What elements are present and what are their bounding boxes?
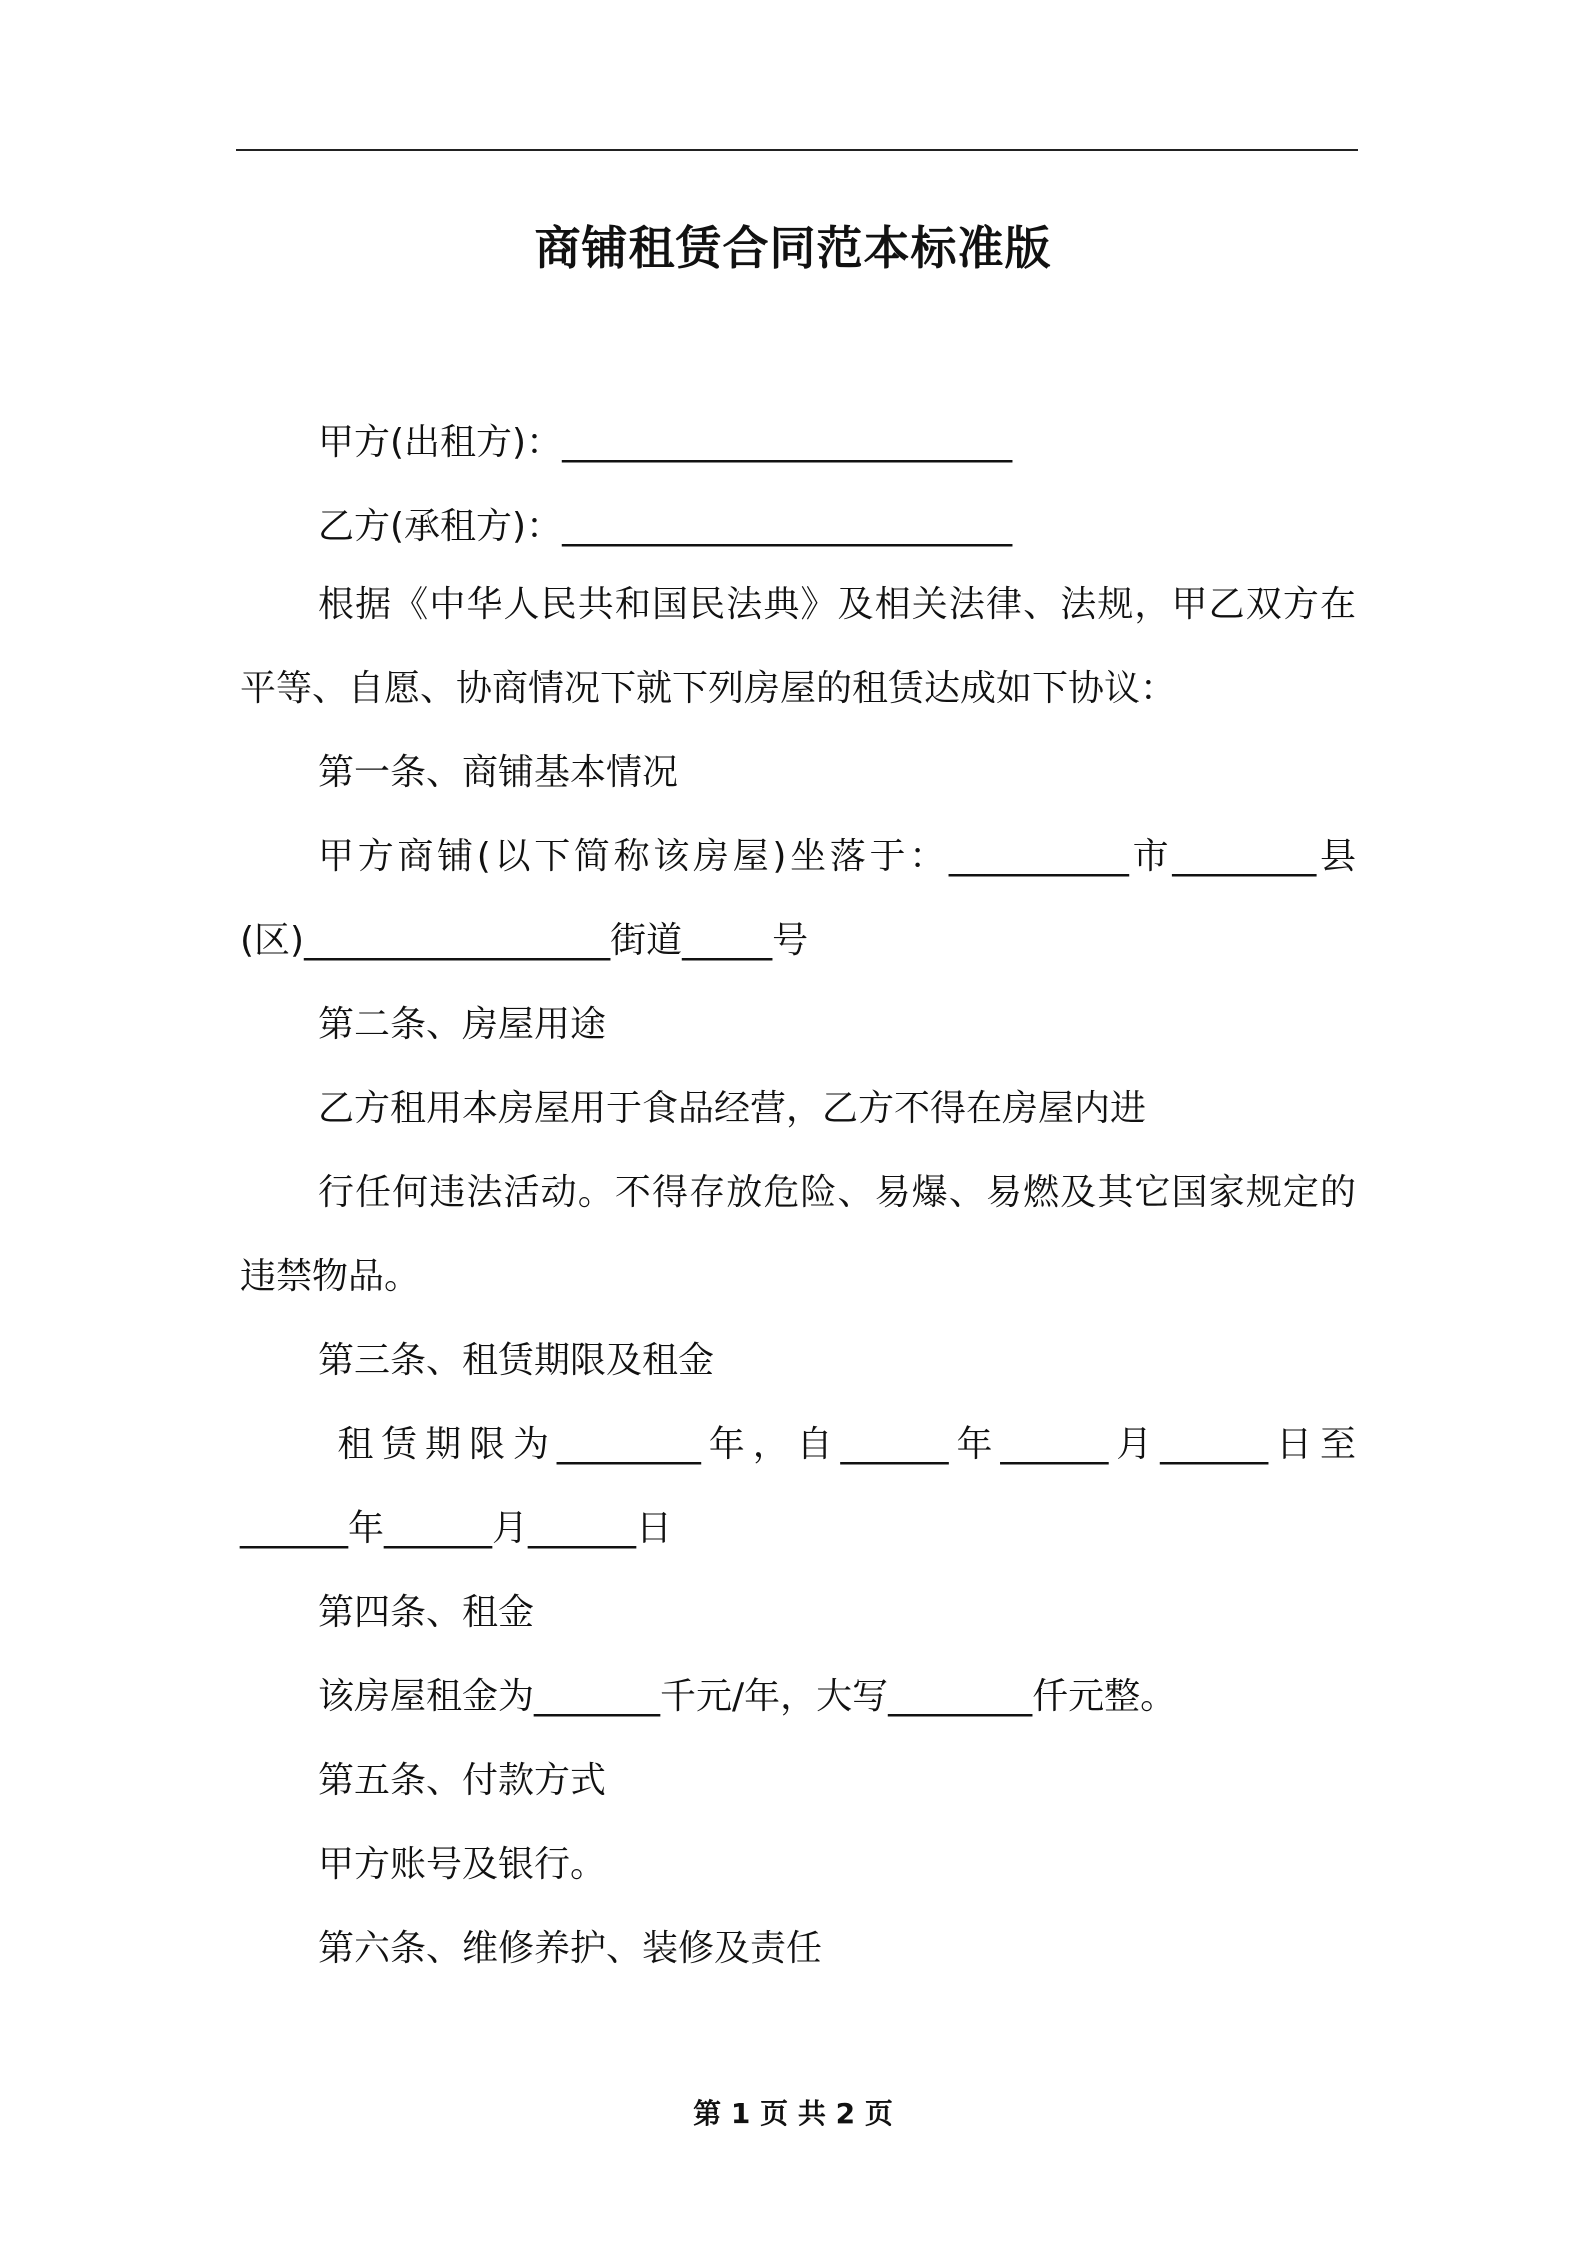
party-a-line: 甲方(出租方)：_________________________ (318, 422, 1013, 463)
article-6-heading: 第六条、维修养护、装修及责任 (318, 1928, 823, 1969)
article-3-text-1: 租赁期限为________年，自______年______月______日至 (318, 1424, 1356, 1465)
article-2-text-2: 行任何违法活动。不得存放危险、易爆、易燃及其它国家规定的 (318, 1172, 1356, 1213)
preamble-line-1: 根据《中华人民共和国民法典》及相关法律、法规，甲乙双方在 (318, 584, 1356, 625)
article-2-text-3: 违禁物品。 (240, 1256, 421, 1297)
header-rule (236, 149, 1358, 151)
article-2-heading: 第二条、房屋用途 (318, 1004, 607, 1045)
article-2-text-1: 乙方租用本房屋用于食品经营，乙方不得在房屋内进 (318, 1088, 1147, 1129)
article-4-text: 该房屋租金为_______千元/年，大写________仟元整。 (318, 1676, 1177, 1717)
party-b-line: 乙方(承租方)：_________________________ (318, 506, 1013, 547)
article-3-text-2: ______年______月______日 (240, 1508, 672, 1549)
article-5-text: 甲方账号及银行。 (318, 1844, 607, 1885)
article-1-heading: 第一条、商铺基本情况 (318, 752, 679, 793)
page-footer: 第 1 页 共 2 页 (693, 2097, 893, 2130)
document-title: 商铺租赁合同范本标准版 (534, 221, 1052, 275)
article-1-text-1: 甲方商铺(以下简称该房屋)坐落于：__________市________县 (318, 836, 1356, 877)
preamble-line-2: 平等、自愿、协商情况下就下列房屋的租赁达成如下协议： (240, 668, 1177, 709)
article-3-heading: 第三条、租赁期限及租金 (318, 1340, 715, 1381)
article-1-text-2: (区)_________________街道_____号 (240, 920, 809, 961)
article-5-heading: 第五条、付款方式 (318, 1760, 607, 1801)
article-4-heading: 第四条、租金 (318, 1592, 535, 1633)
